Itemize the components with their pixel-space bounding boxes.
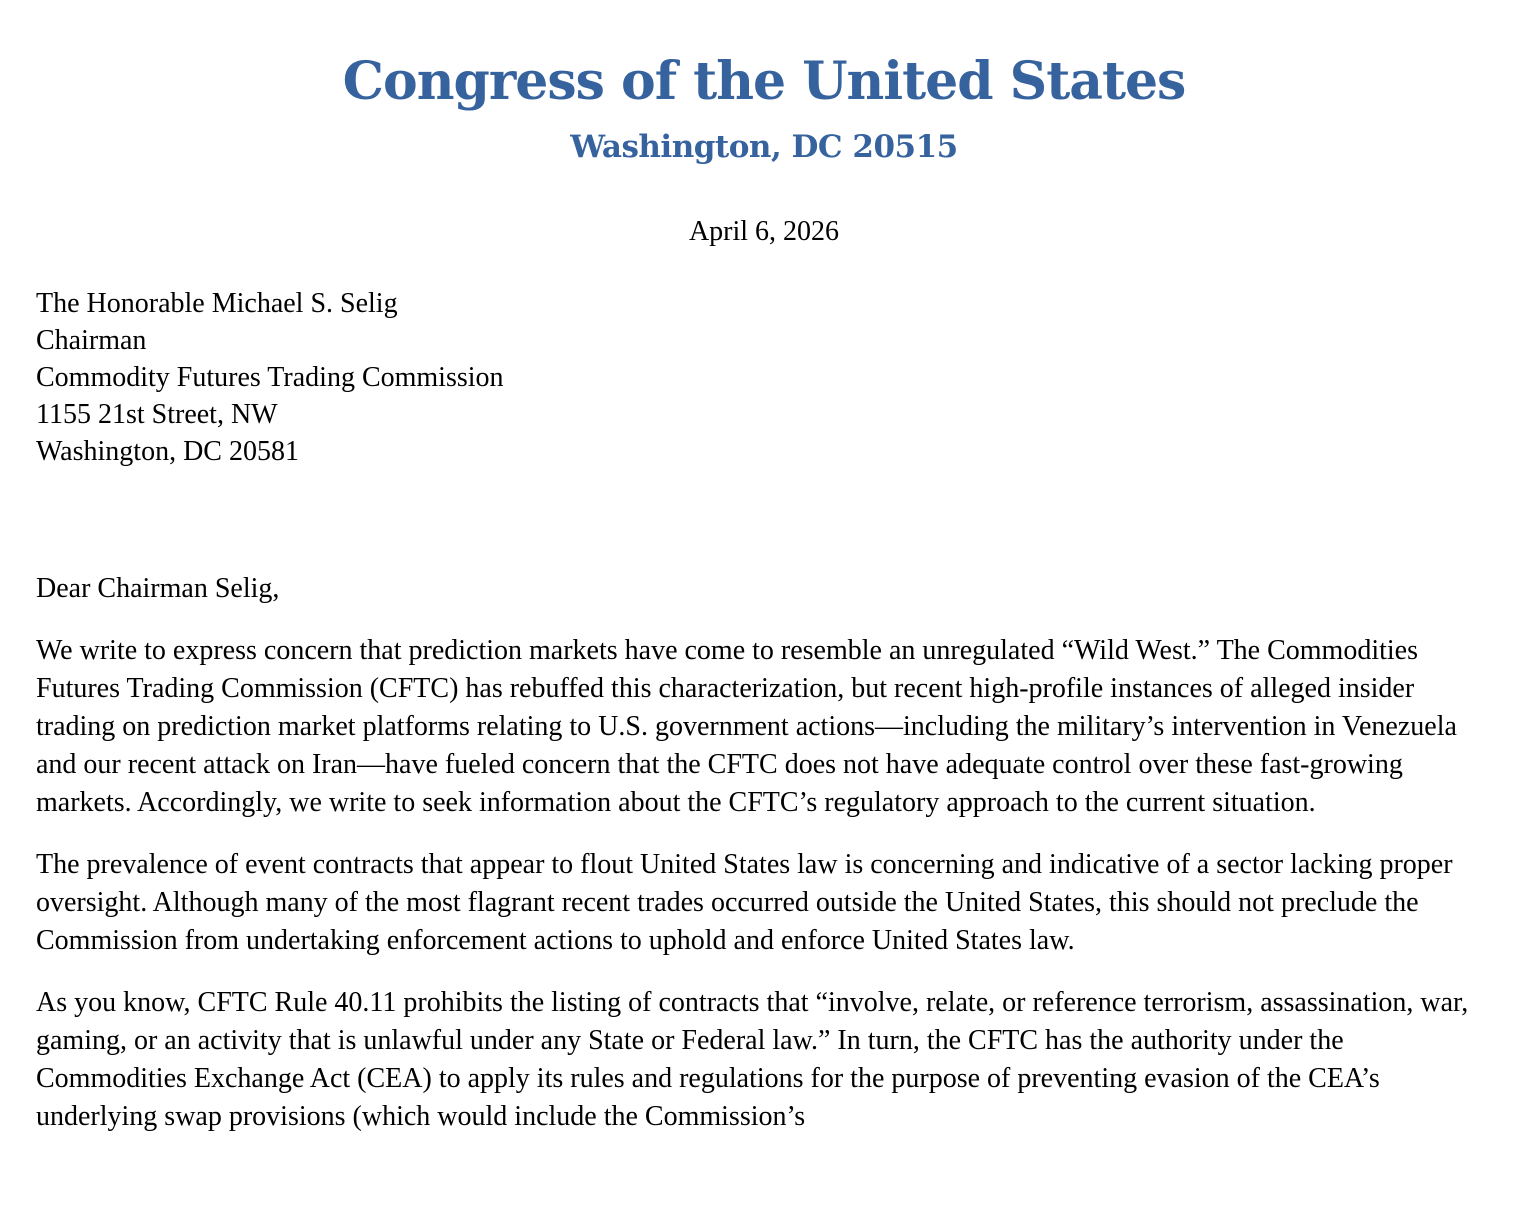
letter-date: April 6, 2026 [688,215,840,247]
salutation: Dear Chairman Selig, [36,572,280,604]
recipient-organization: Commodity Futures Trading Commission [36,361,504,393]
recipient-title: Chairman [36,324,147,356]
body-paragraph-1: We write to express concern that prediction markets have come to resemble an unregulated “Wild West.” The Commodities Futures Trading Commission (CFTC) has rebuffed this characterization, but recent high-profile instances of alleged insider trading on prediction market platforms relating to U.S. government actions—including the military’s intervention in Venezuela and our recent attack on Iran—have fueled concern that the CFTC does not have adequate control over these fast-growing markets. Accordingly, we write to seek information about the CFTC’s regulatory approach to the current situation. [36,634,1457,818]
body-paragraph-3: As you know, CFTC Rule 40.11 prohibits the listing of contracts that “involve, relate, or reference terrorism, assassination, war, gaming, or an activity that is unlawful under any State or Federal law.” In turn, the CFTC has the authority under the Commodities Exchange Act (CEA) to apply its rules and regulations for the purpose of preventing evasion of the CEA’s underlying swap provisions (which would include the Commission’s [36,986,1469,1132]
recipient-name: The Honorable Michael S. Selig [36,287,398,319]
letterhead-subtitle: Washington, DC 20515 [570,128,958,165]
body-paragraph-2: The prevalence of event contracts that appear to flout United States law is concerning and indicative of a sector lacking proper oversight. Although many of the most flagrant recent trades occurred outside the United States, this should not preclude the Commission from undertaking enforcement actions to uphold and enforce United States law. [36,848,1453,956]
recipient-street-address: 1155 21st Street, NW [36,398,278,430]
recipient-city-state-zip: Washington, DC 20581 [36,435,299,467]
letterhead [36,0,1492,167]
letterhead-title: Congress of the United States [342,51,1186,112]
recipient-address-block [36,285,1492,470]
